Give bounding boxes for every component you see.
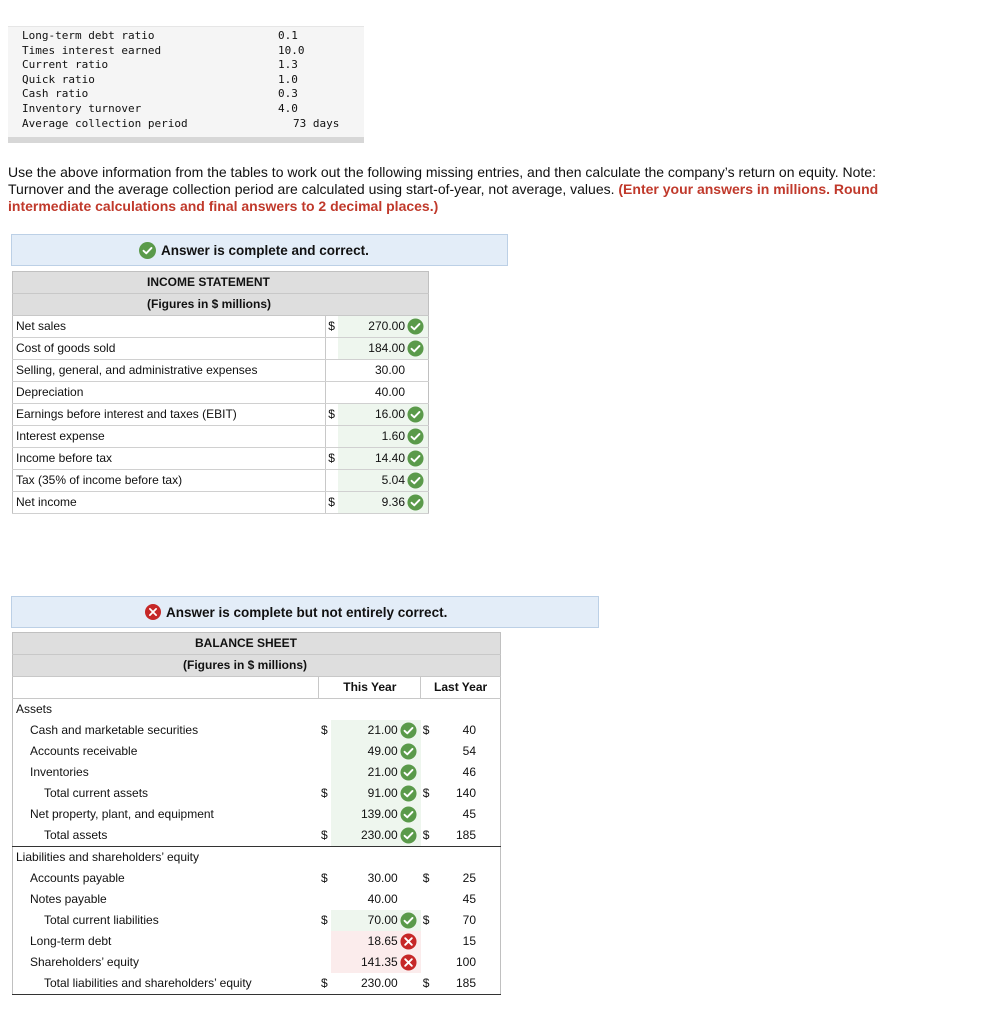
- this-year-value: 70.00: [367, 913, 398, 927]
- income-header-title-row: [13, 272, 429, 294]
- income-row: [13, 426, 429, 448]
- currency-symbol: [326, 426, 338, 448]
- balance-row-label: Accounts receivable: [30, 744, 138, 758]
- last-year-value: [433, 699, 501, 721]
- income-row-label: Earnings before interest and taxes (EBIT): [13, 404, 326, 426]
- balance-row-label: Assets: [16, 702, 53, 716]
- instructions-body: Use the above information from the tables to work out the following missing entries, and then calculate the company’s return on equity. Note: Turnover and the average collection period are calculated using start-of-year, not average, values.: [8, 164, 876, 197]
- this-year-value-cell[interactable]: [331, 783, 421, 804]
- currency-symbol: $: [422, 786, 430, 800]
- currency-symbol: [319, 889, 331, 910]
- ratio-value: 4.0: [278, 102, 298, 115]
- this-year-value: 141.35: [360, 955, 398, 969]
- income-row-label: Interest expense: [13, 426, 326, 448]
- check-circle-icon: [139, 242, 156, 259]
- last-year-value: 185: [433, 825, 501, 847]
- income-value: 270.00: [368, 319, 405, 333]
- currency-symbol: [421, 931, 433, 952]
- last-year-value: 185: [433, 973, 501, 995]
- ratio-box-divider: [8, 137, 364, 143]
- balance-row-label: Cash and marketable securities: [30, 723, 199, 737]
- this-year-value-cell[interactable]: [331, 741, 421, 762]
- balance-header-title-row: [13, 633, 501, 655]
- currency-symbol: $: [422, 913, 430, 927]
- income-statement-table: [12, 271, 429, 514]
- income-value-cell[interactable]: [338, 360, 429, 382]
- balance-row: [13, 931, 501, 952]
- income-value-cell[interactable]: [338, 426, 429, 448]
- income-value: 30.00: [374, 363, 405, 377]
- balance-column-header-row: [13, 677, 501, 699]
- check-circle-icon: [400, 764, 417, 781]
- currency-symbol: [319, 699, 331, 721]
- ratio-value: 10.0: [278, 43, 305, 57]
- this-year-value-cell[interactable]: [331, 952, 421, 973]
- income-row-label: Selling, general, and administrative expenses: [13, 360, 326, 382]
- this-year-value: 139.00: [360, 807, 398, 821]
- x-circle-icon: [400, 954, 417, 971]
- last-year-value: 45: [462, 807, 476, 821]
- this-year-value-cell: [331, 847, 421, 869]
- balance-sheet-table: [12, 632, 501, 995]
- last-year-value: 15: [462, 934, 476, 948]
- income-value: 14.40: [374, 451, 405, 465]
- this-year-value: 230.00: [360, 828, 398, 842]
- this-year-value-cell[interactable]: [331, 804, 421, 825]
- balance-row-label: Long-term debt: [30, 934, 112, 948]
- income-subtitle: (Figures in $ millions): [13, 294, 326, 316]
- balance-row: [13, 699, 501, 721]
- currency-symbol: $: [422, 871, 430, 885]
- this-year-value: 40.00: [367, 892, 398, 906]
- balance-row-label: Liabilities and shareholders’ equity: [16, 850, 199, 864]
- currency-symbol: [421, 699, 433, 721]
- currency-symbol: [421, 762, 433, 783]
- ratio-label: Long-term debt ratio: [22, 29, 155, 42]
- currency-symbol: $: [320, 913, 328, 927]
- income-row: [13, 470, 429, 492]
- check-circle-icon: [407, 472, 424, 489]
- income-value-cell[interactable]: [338, 382, 429, 404]
- ratio-label: Quick ratio: [22, 72, 95, 86]
- check-circle-icon: [400, 827, 417, 844]
- check-circle-icon: [407, 494, 424, 511]
- income-row-label: Net sales: [13, 316, 326, 338]
- check-circle-icon: [407, 340, 424, 357]
- currency-symbol: $: [421, 825, 433, 847]
- balance-row: [13, 804, 501, 825]
- check-circle-icon: [400, 785, 417, 802]
- this-year-value-cell[interactable]: [331, 825, 421, 847]
- income-row-label: Net income: [13, 492, 326, 514]
- currency-symbol: [319, 741, 331, 762]
- currency-symbol: [421, 889, 433, 910]
- currency-symbol: [326, 382, 338, 404]
- income-value: 1.60: [381, 429, 405, 443]
- last-year-value: 46: [462, 765, 476, 779]
- currency-symbol: [326, 338, 338, 360]
- balance-row: [13, 762, 501, 783]
- last-year-value: 100: [455, 955, 476, 969]
- this-year-value-cell[interactable]: [331, 889, 421, 910]
- income-row: [13, 360, 429, 382]
- ratio-label: Inventory turnover: [22, 102, 142, 115]
- currency-symbol: [326, 470, 338, 492]
- this-year-value: 49.00: [367, 744, 398, 758]
- last-year-value: 54: [462, 744, 476, 758]
- income-header-subtitle-row: [13, 294, 429, 316]
- currency-symbol: [319, 931, 331, 952]
- this-year-value: 30.00: [367, 871, 398, 885]
- balance-row: [13, 720, 501, 741]
- this-year-value-cell: [331, 699, 421, 721]
- income-row-label: Income before tax: [13, 448, 326, 470]
- ratio-label: Average collection period: [22, 116, 188, 130]
- income-banner-text: Answer is complete and correct.: [161, 242, 369, 258]
- currency-symbol: $: [326, 448, 338, 470]
- check-circle-icon: [407, 318, 424, 335]
- x-circle-icon: [400, 933, 417, 950]
- last-year-value: 45: [462, 892, 476, 906]
- x-circle-icon: [145, 604, 161, 620]
- balance-row-label: Net property, plant, and equipment: [30, 807, 214, 821]
- balance-banner-text: Answer is complete but not entirely correct.: [166, 604, 448, 620]
- currency-symbol: [319, 762, 331, 783]
- check-circle-icon: [407, 450, 424, 467]
- ratio-label: Current ratio: [22, 58, 109, 72]
- check-circle-icon: [400, 912, 417, 929]
- balance-row: [13, 847, 501, 869]
- this-year-value-cell[interactable]: [331, 868, 421, 889]
- currency-symbol: $: [319, 973, 331, 995]
- income-value: 9.36: [381, 495, 405, 509]
- ratio-label: Times interest earned: [22, 43, 162, 57]
- currency-symbol: $: [422, 723, 430, 737]
- last-year-value: 70: [462, 913, 476, 927]
- last-year-value: 140: [455, 786, 476, 800]
- balance-row: [13, 825, 501, 847]
- currency-symbol: $: [320, 871, 328, 885]
- this-year-value: 21.00: [367, 723, 398, 737]
- income-row-label: Depreciation: [13, 382, 326, 404]
- this-year-value-cell[interactable]: [331, 910, 421, 931]
- this-year-value-cell[interactable]: [331, 931, 421, 952]
- income-row: [13, 338, 429, 360]
- instructions-emphasis: (Enter your answers in millions. Round intermediate calculations and final answers to 2 decimal places.): [8, 181, 879, 214]
- income-value-cell[interactable]: [338, 448, 429, 470]
- balance-row: [13, 973, 501, 995]
- income-value-cell[interactable]: [338, 492, 429, 514]
- this-year-value-cell[interactable]: [331, 762, 421, 783]
- instructions-text: [8, 164, 908, 215]
- balance-row: [13, 910, 501, 931]
- ratio-value: 73 days: [293, 116, 340, 130]
- currency-symbol: [421, 804, 433, 825]
- balance-row: [13, 868, 501, 889]
- currency-symbol: [421, 847, 433, 869]
- ratio-value: 0.3: [278, 87, 298, 101]
- check-circle-icon: [407, 406, 424, 423]
- income-value-cell[interactable]: [338, 338, 429, 360]
- balance-row-label: Inventories: [30, 765, 89, 779]
- balance-row-label: Total current assets: [44, 786, 149, 800]
- ratio-value: 0.1: [278, 29, 298, 42]
- income-row: [13, 316, 429, 338]
- ratio-label: Cash ratio: [22, 87, 89, 101]
- balance-row-label: Notes payable: [30, 892, 107, 906]
- check-circle-icon: [400, 806, 417, 823]
- col-last-year: Last Year: [434, 680, 488, 694]
- income-value: 5.04: [381, 473, 405, 487]
- currency-symbol: $: [320, 786, 328, 800]
- currency-symbol: [319, 847, 331, 869]
- col-this-year: This Year: [319, 677, 421, 699]
- currency-symbol: [421, 741, 433, 762]
- currency-symbol: $: [320, 723, 328, 737]
- balance-row-label: Total assets: [13, 825, 319, 847]
- income-value: 40.00: [374, 385, 405, 399]
- this-year-value: 91.00: [367, 786, 398, 800]
- this-year-value-cell[interactable]: [331, 720, 421, 741]
- income-row: [13, 492, 429, 514]
- income-value: 184.00: [368, 341, 405, 355]
- income-row: [13, 382, 429, 404]
- balance-row: [13, 889, 501, 910]
- currency-symbol: $: [319, 825, 331, 847]
- income-title: INCOME STATEMENT: [13, 272, 326, 294]
- last-year-value: 40: [462, 723, 476, 737]
- this-year-value: 18.65: [367, 934, 398, 948]
- ratio-summary-box: [8, 26, 364, 143]
- this-year-value-cell[interactable]: [331, 973, 421, 995]
- check-circle-icon: [400, 743, 417, 760]
- balance-row-label: Accounts payable: [30, 871, 125, 885]
- income-value: 16.00: [374, 407, 405, 421]
- currency-symbol: [421, 952, 433, 973]
- ratio-value: 1.0: [278, 72, 298, 86]
- currency-symbol: $: [421, 973, 433, 995]
- ratio-value: 1.3: [278, 58, 298, 72]
- balance-subtitle: (Figures in $ millions): [13, 655, 319, 677]
- income-value-cell[interactable]: [338, 404, 429, 426]
- income-row: [13, 448, 429, 470]
- balance-result-banner: [11, 596, 599, 628]
- income-result-banner: [11, 234, 508, 266]
- income-row-label: Cost of goods sold: [13, 338, 326, 360]
- check-circle-icon: [407, 428, 424, 445]
- currency-symbol: $: [326, 316, 338, 338]
- income-value-cell[interactable]: [338, 470, 429, 492]
- balance-row-label: Total liabilities and shareholders’ equity: [13, 973, 319, 995]
- currency-symbol: [326, 360, 338, 382]
- income-row-label: Tax (35% of income before tax): [13, 470, 326, 492]
- check-circle-icon: [400, 722, 417, 739]
- balance-row: [13, 783, 501, 804]
- currency-symbol: [319, 952, 331, 973]
- currency-symbol: $: [326, 404, 338, 426]
- income-value-cell[interactable]: [338, 316, 429, 338]
- balance-title: BALANCE SHEET: [13, 633, 319, 655]
- balance-row: [13, 741, 501, 762]
- currency-symbol: [319, 804, 331, 825]
- balance-header-subtitle-row: [13, 655, 501, 677]
- balance-row-label: Total current liabilities: [44, 913, 159, 927]
- this-year-value: 21.00: [367, 765, 398, 779]
- currency-symbol: $: [326, 492, 338, 514]
- this-year-value: 230.00: [360, 976, 398, 990]
- last-year-value: [433, 847, 501, 869]
- income-row: [13, 404, 429, 426]
- balance-row: [13, 952, 501, 973]
- last-year-value: 25: [462, 871, 476, 885]
- balance-row-label: Shareholders’ equity: [30, 955, 139, 969]
